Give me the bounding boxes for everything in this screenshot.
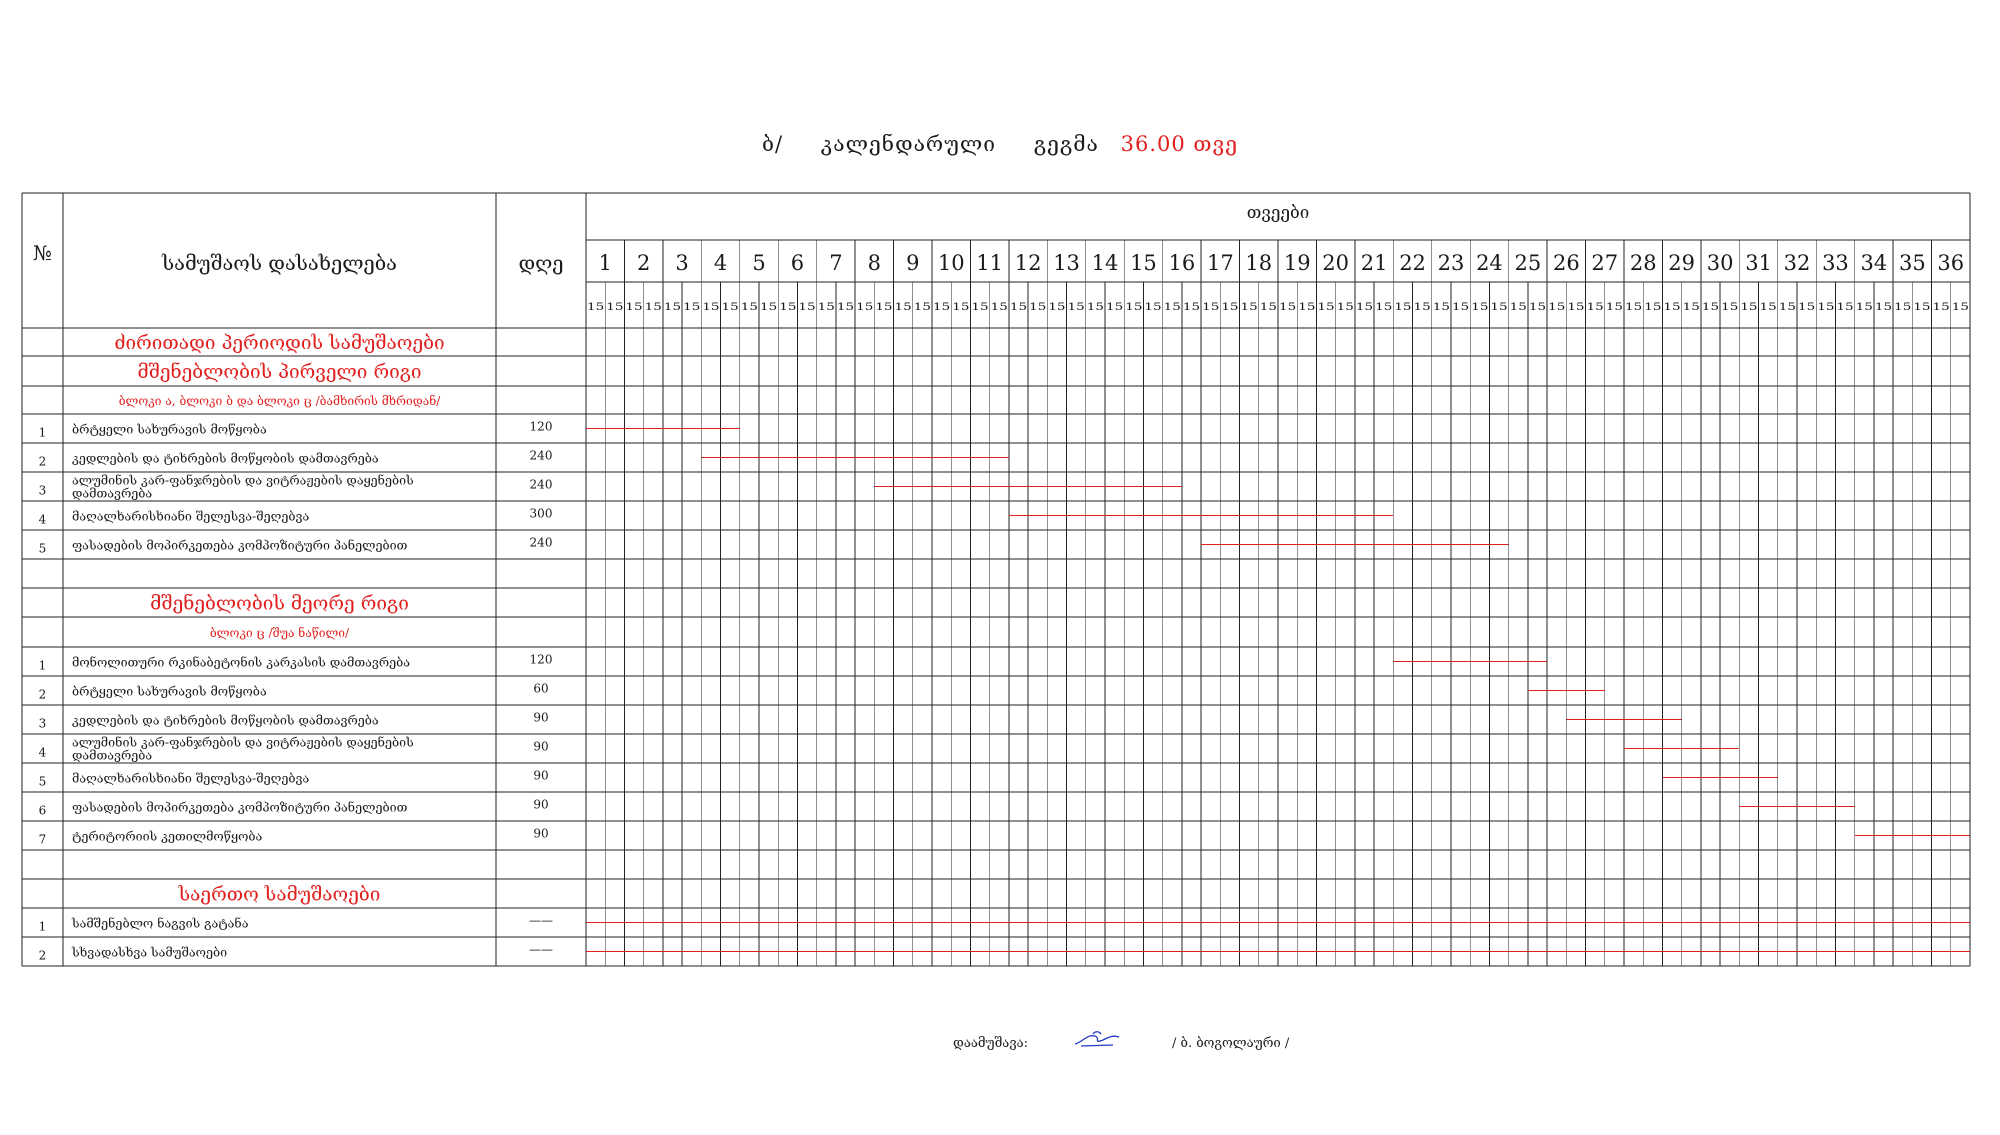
half-month-label: 15 xyxy=(1106,302,1124,313)
month-number-25: 25 xyxy=(1514,251,1542,275)
handwritten-signature xyxy=(1073,1028,1121,1050)
half-month-label: 15 xyxy=(1528,302,1547,313)
half-month-label: 15 xyxy=(606,302,624,313)
col-header-months: თვეები xyxy=(1246,203,1310,223)
task-number: 2 xyxy=(38,454,47,469)
section-heading: მშენებლობის პირველი რიგი xyxy=(137,361,422,383)
col-header-name: სამუშაოს დასახელება xyxy=(162,251,397,275)
task-number: 5 xyxy=(38,774,47,789)
task-name: მაღალხარისხიანი შელესვა-შეღებვა xyxy=(72,508,310,524)
half-month-label: 15 xyxy=(1279,302,1297,313)
col-header-days: დღე xyxy=(518,251,564,275)
month-number-16: 16 xyxy=(1168,251,1196,275)
half-month-label: 15 xyxy=(1125,302,1143,313)
half-month-label: 15 xyxy=(1567,302,1585,313)
month-number-35: 35 xyxy=(1898,251,1926,275)
month-number-10: 10 xyxy=(937,251,965,275)
task-number: 7 xyxy=(38,832,47,847)
section-heading: მშენებლობის მეორე რიგი xyxy=(150,592,409,615)
month-number-27: 27 xyxy=(1591,251,1619,275)
task-name: მონოლითური რკინაბეტონის კარკასის დამთავრება xyxy=(72,654,411,670)
half-month-label: 15 xyxy=(990,302,1008,313)
half-month-label: 15 xyxy=(663,302,682,313)
half-month-label: 15 xyxy=(1336,302,1354,313)
month-number-31: 31 xyxy=(1745,251,1772,275)
task-name: სხვადასხვა სამუშაოები xyxy=(72,944,228,960)
task-number: 4 xyxy=(38,512,47,527)
half-month-label: 15 xyxy=(683,302,701,313)
half-month-label: 15 xyxy=(817,302,835,313)
task-name: ფასადების მოპირკეთება კომპოზიტური პანელებით xyxy=(72,537,408,553)
task-number: 1 xyxy=(38,425,47,440)
month-number-29: 29 xyxy=(1668,251,1696,275)
half-month-label: 15 xyxy=(894,302,912,313)
title-unit: თვე xyxy=(1193,132,1238,156)
month-number-1: 1 xyxy=(598,251,612,275)
half-month-label: 15 xyxy=(856,302,874,313)
task-days: 240 xyxy=(529,477,553,492)
task-name: ტერიტორიის კეთილმოწყობა xyxy=(72,828,263,844)
half-month-label: 15 xyxy=(1778,302,1796,313)
half-month-label: 15 xyxy=(1490,302,1508,313)
month-number-21: 21 xyxy=(1360,251,1388,275)
month-number-4: 4 xyxy=(713,251,728,275)
task-name: ბრტყელი სახურავის მოწყობა xyxy=(72,421,267,437)
half-month-label: 15 xyxy=(760,302,778,313)
task-name: სამშენებლო ნაგვის გატანა xyxy=(72,915,249,931)
half-month-label: 15 xyxy=(1259,302,1277,313)
half-month-label: 15 xyxy=(1009,302,1028,313)
month-number-30: 30 xyxy=(1706,251,1734,275)
half-month-label: 15 xyxy=(1798,302,1816,313)
task-days: —— xyxy=(529,942,553,957)
half-month-label: 15 xyxy=(1317,302,1335,313)
half-month-label: 15 xyxy=(1605,302,1623,313)
task-days: 240 xyxy=(529,448,553,463)
half-month-label: 15 xyxy=(779,302,797,313)
half-month-label: 15 xyxy=(1432,302,1450,313)
month-number-19: 19 xyxy=(1283,251,1311,275)
half-month-label: 15 xyxy=(721,302,739,313)
task-days: 90 xyxy=(533,797,549,812)
task-number: 2 xyxy=(38,948,47,963)
half-month-label: 15 xyxy=(1067,302,1085,313)
half-month-label: 15 xyxy=(1701,302,1720,313)
month-number-26: 26 xyxy=(1552,251,1580,275)
half-month-label: 15 xyxy=(1086,302,1104,313)
task-days: 300 xyxy=(529,506,553,521)
half-month-label: 15 xyxy=(1375,302,1393,313)
half-month-label: 15 xyxy=(1202,302,1220,313)
half-month-label: 15 xyxy=(1663,302,1681,313)
month-number-22: 22 xyxy=(1399,251,1426,275)
col-header-number: № xyxy=(33,241,52,265)
half-month-label: 15 xyxy=(1548,302,1566,313)
month-number-36: 36 xyxy=(1937,251,1965,275)
month-number-33: 33 xyxy=(1822,251,1849,275)
half-month-label: 15 xyxy=(1452,302,1470,313)
half-month-label: 15 xyxy=(1509,302,1527,313)
half-month-label: 15 xyxy=(1836,302,1854,313)
task-name: ბრტყელი სახურავის მოწყობა xyxy=(72,683,267,699)
half-month-label: 15 xyxy=(1029,302,1047,313)
task-name: დამთავრება xyxy=(72,485,153,501)
half-month-label: 15 xyxy=(1298,302,1316,313)
title-word1: კალენდარული xyxy=(820,132,997,156)
task-number: 2 xyxy=(38,687,47,702)
month-number-13: 13 xyxy=(1053,251,1080,275)
half-month-label: 15 xyxy=(1048,302,1066,313)
task-number: 5 xyxy=(38,541,47,556)
prepared-by-name: / ბ. ბოგოლაური / xyxy=(1172,1036,1290,1051)
month-number-2: 2 xyxy=(636,251,651,275)
month-number-6: 6 xyxy=(790,251,805,275)
task-days: 60 xyxy=(533,681,549,696)
task-number: 6 xyxy=(38,803,47,818)
prepared-by-label: დაამუშავა: xyxy=(953,1036,1028,1051)
half-month-label: 15 xyxy=(1740,302,1758,313)
task-number: 1 xyxy=(38,658,47,673)
subsection-heading: ბლოკი ა, ბლოკი ბ და ბლოკი ც /ბამხირის მხრიდან/ xyxy=(118,394,441,408)
month-number-34: 34 xyxy=(1860,251,1888,275)
month-number-18: 18 xyxy=(1245,251,1273,275)
month-number-11: 11 xyxy=(976,251,1004,275)
month-number-8: 8 xyxy=(867,251,882,275)
month-number-24: 24 xyxy=(1476,251,1503,275)
task-number: 4 xyxy=(38,745,47,760)
half-month-label: 15 xyxy=(644,302,662,313)
task-number: 1 xyxy=(38,919,47,934)
half-month-label: 15 xyxy=(1913,302,1931,313)
month-number-32: 32 xyxy=(1783,251,1811,275)
task-days: 120 xyxy=(529,419,553,434)
task-days: 90 xyxy=(533,768,549,783)
month-number-7: 7 xyxy=(829,251,843,275)
month-number-23: 23 xyxy=(1437,251,1465,275)
half-month-label: 15 xyxy=(587,302,605,313)
half-month-label: 15 xyxy=(933,302,951,313)
half-month-label: 15 xyxy=(740,302,759,313)
half-month-label: 15 xyxy=(875,302,893,313)
half-month-label: 15 xyxy=(1817,302,1835,313)
half-month-label: 15 xyxy=(1894,302,1912,313)
task-name: ალუმინის კარ-ფანჯრების და ვიტრაჟების დაყენების xyxy=(72,734,414,750)
half-month-label: 15 xyxy=(1759,302,1777,313)
title-word2: გეგმა xyxy=(1033,132,1099,156)
month-number-14: 14 xyxy=(1091,251,1119,275)
task-days: 90 xyxy=(533,826,549,841)
month-number-3: 3 xyxy=(675,251,689,275)
half-month-label: 15 xyxy=(1413,302,1431,313)
half-month-label: 15 xyxy=(836,302,855,313)
task-name: ფასადების მოპირკეთება კომპოზიტური პანელებით xyxy=(72,799,408,815)
month-number-9: 9 xyxy=(906,251,920,275)
half-month-label: 15 xyxy=(1221,302,1239,313)
half-month-label: 15 xyxy=(1471,302,1489,313)
task-name: კედლების და ტიხრების მოწყობის დამთავრება xyxy=(72,712,379,728)
task-number: 3 xyxy=(38,716,47,731)
half-month-label: 15 xyxy=(1644,302,1662,313)
task-days: —— xyxy=(529,913,553,928)
task-days: 120 xyxy=(529,652,553,667)
title-duration: 36.00 xyxy=(1120,132,1186,156)
section-heading: ძირითადი პერიოდის სამუშაოები xyxy=(114,332,445,354)
half-month-label: 15 xyxy=(1182,302,1201,313)
task-name: დამთავრება xyxy=(72,747,153,763)
month-number-17: 17 xyxy=(1206,251,1234,275)
section-heading: საერთო სამუშაოები xyxy=(178,883,381,906)
half-month-label: 15 xyxy=(971,302,989,313)
half-month-label: 15 xyxy=(1855,302,1873,313)
half-month-label: 15 xyxy=(798,302,816,313)
month-number-5: 5 xyxy=(752,251,766,275)
half-month-label: 15 xyxy=(1144,302,1162,313)
half-month-label: 15 xyxy=(1394,302,1412,313)
month-number-28: 28 xyxy=(1629,251,1657,275)
task-days: 240 xyxy=(529,535,553,550)
month-number-20: 20 xyxy=(1322,251,1350,275)
task-name: კედლების და ტიხრების მოწყობის დამთავრება xyxy=(72,450,379,466)
half-month-label: 15 xyxy=(913,302,932,313)
title-prefix: ბ/ xyxy=(762,132,784,156)
half-month-label: 15 xyxy=(1932,302,1950,313)
task-days: 90 xyxy=(533,710,549,725)
half-month-label: 15 xyxy=(1874,302,1893,313)
half-month-label: 15 xyxy=(625,302,643,313)
task-number: 3 xyxy=(38,483,47,498)
half-month-label: 15 xyxy=(1682,302,1700,313)
half-month-label: 15 xyxy=(1721,302,1739,313)
half-month-label: 15 xyxy=(952,302,970,313)
subsection-heading: ბლოკი ც /შუა ნაწილი/ xyxy=(209,626,350,640)
half-month-label: 15 xyxy=(1240,302,1258,313)
half-month-label: 15 xyxy=(1355,302,1374,313)
task-name: მაღალხარისხიანი შელესვა-შეღებვა xyxy=(72,770,310,786)
half-month-label: 15 xyxy=(1625,302,1643,313)
task-name: ალუმინის კარ-ფანჯრების და ვიტრაჟების დაყენების xyxy=(72,472,414,488)
half-month-label: 15 xyxy=(1951,302,1969,313)
month-number-12: 12 xyxy=(1014,251,1042,275)
half-month-label: 15 xyxy=(702,302,720,313)
month-number-15: 15 xyxy=(1130,251,1157,275)
half-month-label: 15 xyxy=(1163,302,1181,313)
task-days: 90 xyxy=(533,739,549,754)
half-month-label: 15 xyxy=(1586,302,1604,313)
